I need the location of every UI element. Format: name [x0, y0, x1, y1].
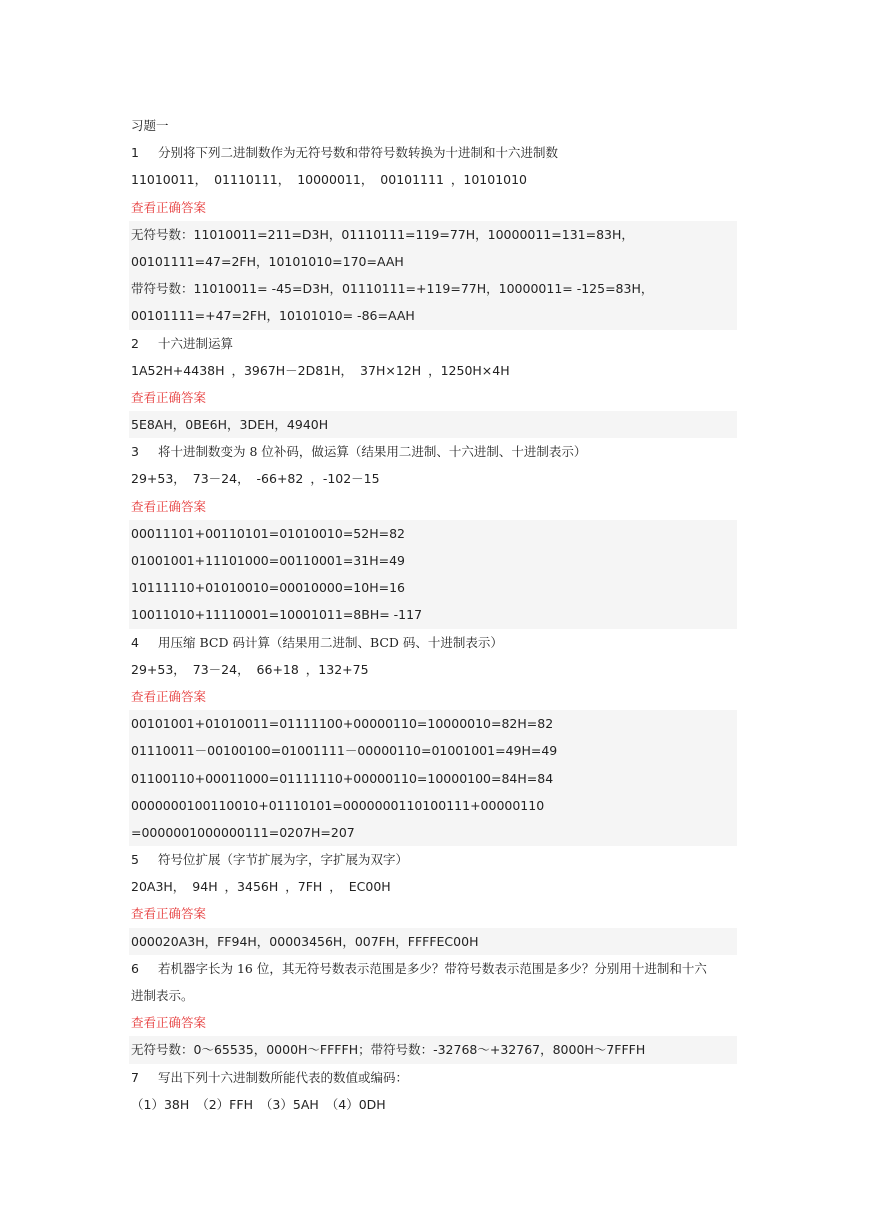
- answer-box: [129, 411, 737, 438]
- question-block: [131, 1064, 737, 1118]
- question-text: 写出下列十六进制数所能代表的数值或编码：: [158, 1069, 409, 1085]
- question-block: [131, 438, 737, 628]
- question-data: 29+53， 73－24， -66+82 ，-102－15: [131, 471, 380, 487]
- question-number: 1: [131, 145, 139, 161]
- question-data: 29+53， 73－24， 66+18 ，132+75: [131, 661, 369, 677]
- question-block: [131, 629, 737, 847]
- answer-line: 10111110+01010010=00010000=10H=16: [131, 580, 405, 596]
- question-text: 符号位扩展（字节扩展为字，字扩展为双字）: [158, 852, 409, 868]
- answer-line: 00101001+01010011=01111100+00000110=10000010=82H=82: [131, 716, 554, 732]
- question-text: 十六进制运算: [158, 335, 234, 351]
- answer-box: [129, 221, 737, 330]
- question-block: [131, 330, 737, 439]
- answer-line: 01100110+00011000=01111110+00000110=10000100=84H=84: [131, 770, 554, 786]
- question-block: [131, 846, 737, 955]
- answer-line: 01001001+11101000=00110001=31H=49: [131, 553, 405, 568]
- answer-line: 00101111=47=2FH，10101010=170=AAH: [131, 253, 404, 269]
- answer-box: [129, 520, 737, 629]
- answer-line: =0000001000000111=0207H=207: [131, 824, 355, 840]
- show-answer-link[interactable]: 查看正确答案: [131, 906, 207, 922]
- question-data: 11010011， 01110111， 10000011， 00101111 ，10101010: [131, 172, 528, 188]
- question-number: 3: [131, 444, 139, 460]
- question-number: 4: [131, 634, 139, 650]
- question-block: [131, 139, 737, 329]
- answer-line: 0000000100110010+01110101=0000000110100111+00000110: [131, 797, 545, 813]
- question-number: 6: [131, 960, 139, 976]
- answer-box: [129, 928, 737, 955]
- answer-box: [129, 710, 737, 846]
- question-data: 1A52H+4438H ，3967H－2D81H， 37H×12H ，1250H×4H: [131, 362, 510, 378]
- answer-line: 无符号数：11010011=211=D3H，01110111=119=77H，10000011=131=83H，: [131, 226, 634, 242]
- question-number: 5: [131, 852, 139, 868]
- show-answer-link[interactable]: 查看正确答案: [131, 199, 207, 215]
- show-answer-link[interactable]: 查看正确答案: [131, 1015, 207, 1031]
- question-number: 7: [131, 1069, 139, 1085]
- question-list: [131, 139, 737, 1118]
- answer-line: 00101111=+47=2FH，10101010= -86=AAH: [131, 308, 415, 324]
- doc-title: 习题一: [131, 118, 169, 133]
- question-text: 若机器字长为 16 位，其无符号数表示范围是多少？带符号数表示范围是多少？分别用十进制和十六: [158, 960, 707, 976]
- question-number: 2: [131, 335, 139, 351]
- question-data: 20A3H， 94H ，3456H ，7FH ， EC00H: [131, 879, 391, 895]
- question-block: [131, 955, 737, 1064]
- question-heading: [131, 1064, 737, 1091]
- show-answer-link[interactable]: 查看正确答案: [131, 389, 207, 405]
- question-data: （1）38H （2）FFH （3）5AH （4）0DH: [131, 1096, 386, 1112]
- answer-line: 00011101+00110101=01010010=52H=82: [131, 525, 405, 541]
- question-text-continued: 进制表示。: [131, 988, 194, 1003]
- question-heading: [131, 629, 737, 656]
- question-text: 将十进制数变为 8 位补码，做运算（结果用二进制、十六进制、十进制表示）: [158, 444, 587, 460]
- answer-line: 带符号数：11010011= -45=D3H，01110111=+119=77H，10000011= -125=83H，: [131, 281, 654, 297]
- question-heading: [131, 330, 737, 357]
- document-content: [131, 112, 737, 1118]
- answer-line: 01110011－00100100=01001111－00000110=01001001=49H=49: [131, 743, 558, 759]
- question-heading: [131, 846, 737, 873]
- show-answer-link[interactable]: 查看正确答案: [131, 688, 207, 704]
- question-text: 用压缩 BCD 码计算（结果用二进制、BCD 码、十进制表示）: [158, 634, 503, 650]
- question-heading: [131, 139, 737, 166]
- question-heading: [131, 438, 737, 465]
- answer-box: [129, 1036, 737, 1063]
- question-heading: [131, 955, 737, 982]
- answer-line: 000020A3H，FF94H，00003456H，007FH，FFFFEC00H: [131, 933, 479, 949]
- answer-line: 无符号数：0～65535，0000H～FFFFH；带符号数：-32768～+32767，8000H～7FFFH: [131, 1042, 646, 1058]
- answer-line: 10011010+11110001=10001011=8BH= -117: [131, 607, 423, 623]
- show-answer-link[interactable]: 查看正确答案: [131, 498, 207, 514]
- answer-line: 5E8AH，0BE6H，3DEH，4940H: [131, 417, 329, 433]
- question-text: 分别将下列二进制数作为无符号数和带符号数转换为十进制和十六进制数: [158, 145, 559, 161]
